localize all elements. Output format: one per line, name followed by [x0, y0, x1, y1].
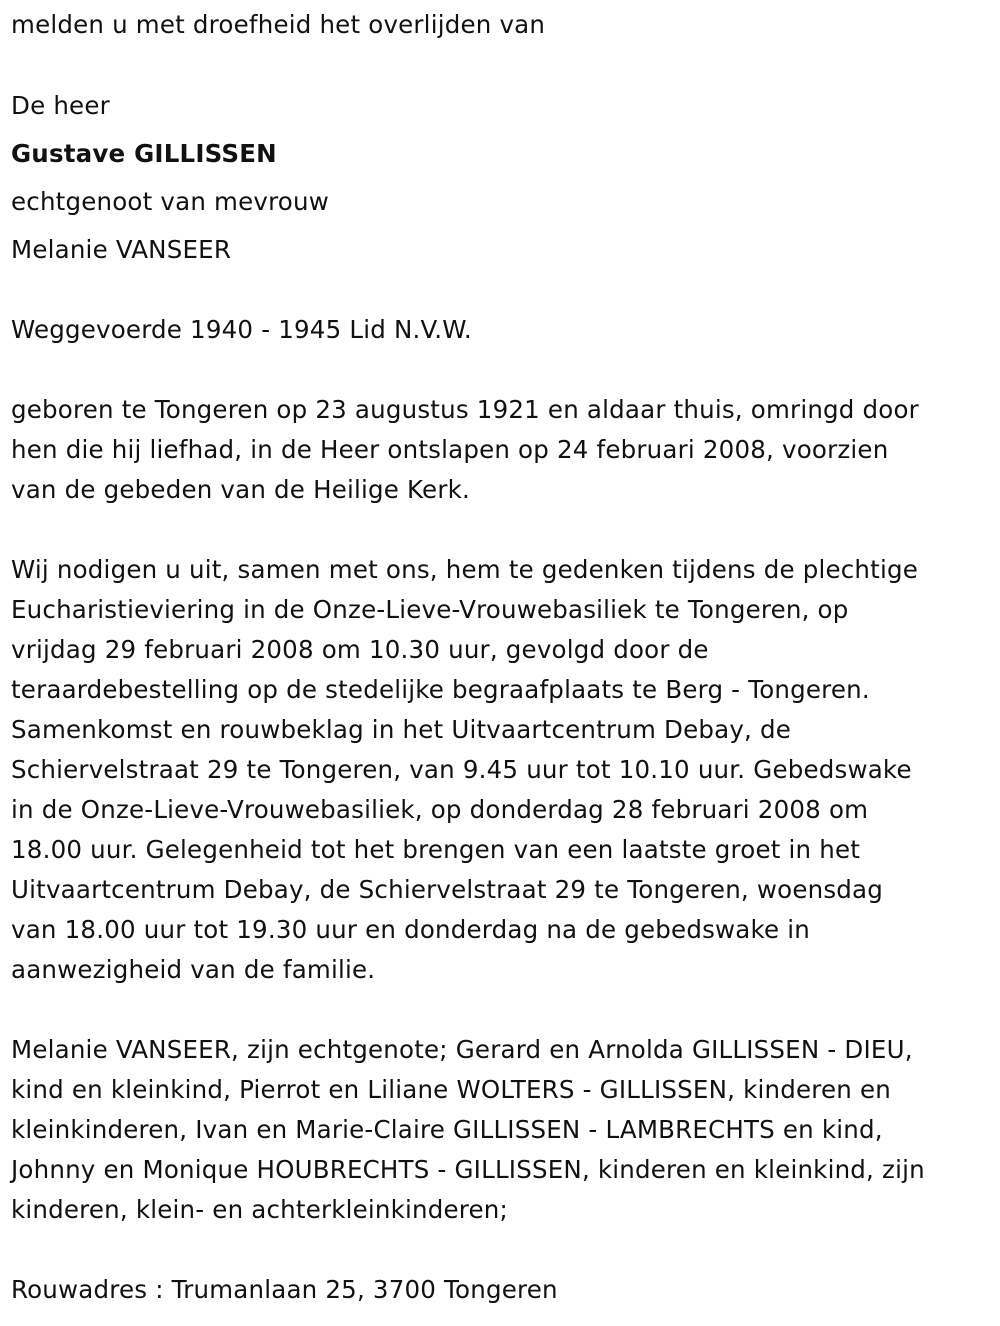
paragraph-line: hen die hij liefhad, in de Heer ontslapen op 24 februari 2008, voorzien — [11, 435, 889, 464]
paragraph-line: in de Onze-Lieve-Vrouwebasiliek, op donderdag 28 februari 2008 om — [11, 795, 869, 824]
paragraph-line: kleinkinderen, Ivan en Marie-Claire GILLISSEN - LAMBRECHTS en kind, — [11, 1115, 883, 1144]
paragraph-line: Johnny en Monique HOUBRECHTS - GILLISSEN, kinderen en kleinkind, zijn — [11, 1155, 925, 1184]
intro-text: melden u met droefheid het overlijden van — [11, 10, 546, 39]
paragraph-line: Eucharistieviering in de Onze-Lieve-Vrouwebasiliek te Tongeren, op — [11, 595, 849, 624]
paragraph-line: kind en kleinkind, Pierrot en Liliane WOLTERS - GILLISSEN, kinderen en — [11, 1075, 891, 1104]
paragraph-line: teraardebestelling op de stedelijke begraafplaats te Berg - Tongeren. — [11, 675, 870, 704]
paragraph-line: van 18.00 uur tot 19.30 uur en donderdag na de gebedswake in — [11, 915, 811, 944]
spouse-label: echtgenoot van mevrouw — [11, 187, 329, 216]
paragraph-line: 18.00 uur. Gelegenheid tot het brengen van een laatste groet in het — [11, 835, 861, 864]
paragraph-line: vrijdag 29 februari 2008 om 10.30 uur, gevolgd door de — [11, 635, 709, 664]
paragraph-line: van de gebeden van de Heilige Kerk. — [11, 475, 470, 504]
paragraph-line: aanwezigheid van de familie. — [11, 955, 376, 984]
spouse-name: Melanie VANSEER — [11, 235, 232, 264]
birth-death-paragraph — [11, 390, 996, 510]
paragraph-line: Schiervelstraat 29 te Tongeren, van 9.45 uur tot 10.10 uur. Gebedswake — [11, 755, 912, 784]
paragraph-line: kinderen, klein- en achterkleinkinderen; — [11, 1195, 508, 1224]
paragraph-line: Uitvaartcentrum Debay, de Schiervelstraat 29 te Tongeren, woensdag — [11, 875, 884, 904]
invitation-paragraph — [11, 550, 996, 990]
paragraph-line: Melanie VANSEER, zijn echtgenote; Gerard en Arnolda GILLISSEN - DIEU, — [11, 1035, 913, 1064]
deportation-note: Weggevoerde 1940 - 1945 Lid N.V.W. — [11, 315, 472, 344]
family-paragraph — [11, 1030, 996, 1230]
honorific: De heer — [11, 91, 110, 120]
paragraph-line: geboren te Tongeren op 23 augustus 1921 en aldaar thuis, omringd door — [11, 395, 919, 424]
paragraph-line: Samenkomst en rouwbeklag in het Uitvaartcentrum Debay, de — [11, 715, 792, 744]
deceased-name: Gustave GILLISSEN — [11, 139, 277, 168]
mourning-address: Rouwadres : Trumanlaan 25, 3700 Tongeren — [11, 1275, 558, 1304]
paragraph-line: Wij nodigen u uit, samen met ons, hem te gedenken tijdens de plechtige — [11, 555, 918, 584]
